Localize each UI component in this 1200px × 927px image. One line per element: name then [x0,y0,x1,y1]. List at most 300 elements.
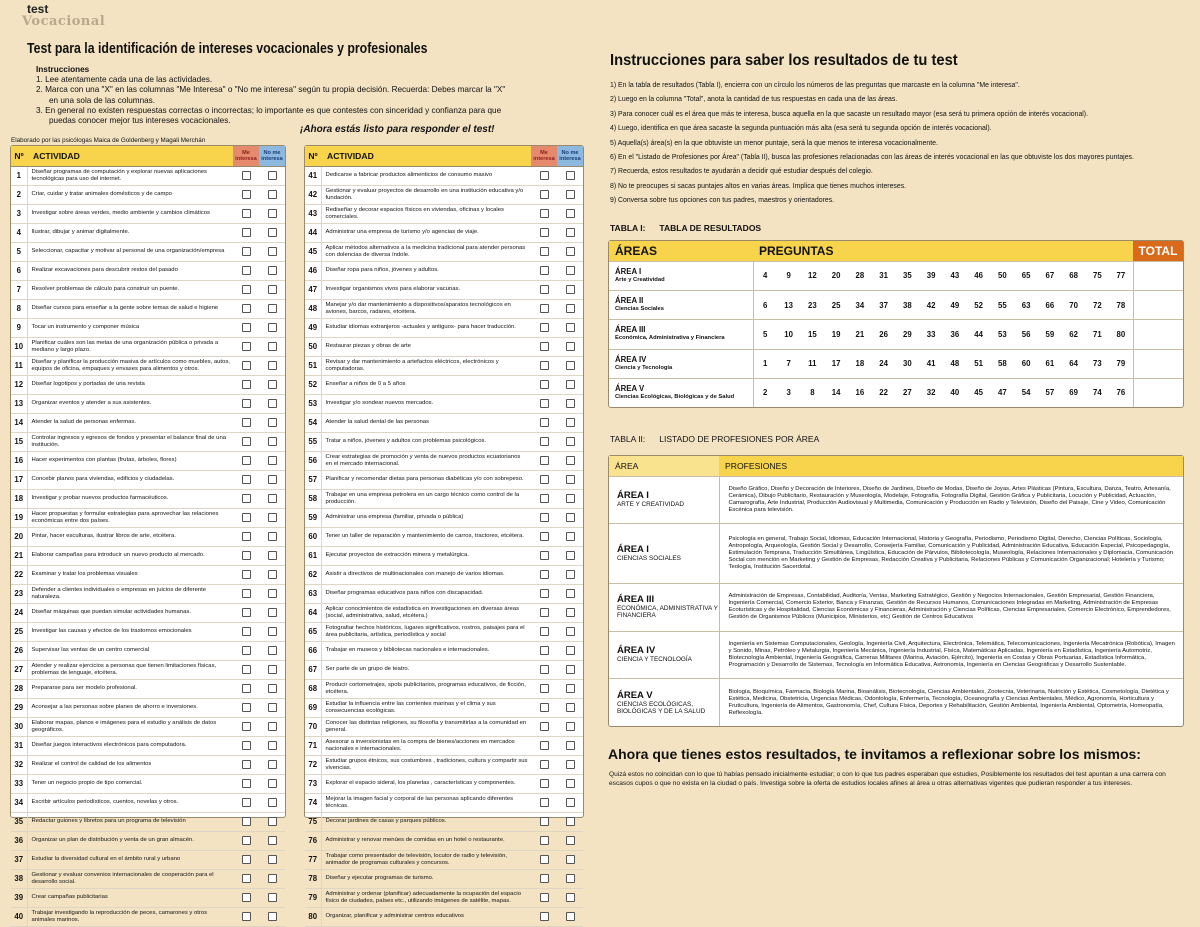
activity-row [305,280,583,299]
no-me-interesa-checkbox[interactable] [268,760,277,769]
activity-number: 79 [305,888,321,907]
me-interesa-cell [531,185,557,204]
no-me-interesa-checkbox[interactable] [268,285,277,294]
activity-row [11,831,285,850]
me-interesa-cell [233,489,259,508]
reflect-title: Ahora que tienes estos resultados, te invitamos a reflexionar sobre los mismos: [608,746,1141,762]
no-me-interesa-checkbox[interactable] [566,266,575,275]
activity-number: 62 [305,565,321,584]
me-interesa-cell [233,622,259,641]
profession-row [609,631,1183,679]
no-me-interesa-checkbox[interactable] [566,304,575,313]
question-number: 5 [753,320,777,349]
me-interesa-cell [531,394,557,413]
me-interesa-checkbox[interactable] [242,342,251,351]
me-interesa-cell [531,774,557,793]
me-interesa-checkbox[interactable] [242,665,251,674]
question-number: 6 [753,290,777,319]
me-interesa-checkbox[interactable] [242,437,251,446]
me-interesa-checkbox[interactable] [242,228,251,237]
me-interesa-checkbox[interactable] [242,456,251,465]
me-interesa-checkbox[interactable] [242,285,251,294]
no-me-interesa-checkbox[interactable] [268,475,277,484]
me-interesa-cell [531,413,557,432]
me-interesa-checkbox[interactable] [540,342,549,351]
activity-number: 77 [305,850,321,869]
no-me-interesa-checkbox[interactable] [268,855,277,864]
me-interesa-checkbox[interactable] [540,722,549,731]
me-interesa-cell [531,907,557,926]
no-me-interesa-checkbox[interactable] [566,380,575,389]
no-me-interesa-checkbox[interactable] [268,456,277,465]
activity-row [11,546,285,565]
activity-number: 75 [305,812,321,831]
question-number: 61 [1038,349,1062,378]
me-interesa-cell [233,318,259,337]
question-number: 73 [1086,349,1110,378]
me-interesa-cell [233,641,259,660]
no-me-interesa-checkbox[interactable] [268,893,277,902]
no-me-interesa-checkbox[interactable] [268,665,277,674]
me-interesa-checkbox[interactable] [540,190,549,199]
activity-number: 51 [305,356,321,375]
question-number: 78 [1109,290,1133,319]
question-number: 57 [1038,378,1062,407]
no-me-interesa-checkbox[interactable] [566,456,575,465]
no-me-interesa-checkbox[interactable] [566,570,575,579]
me-interesa-checkbox[interactable] [540,475,549,484]
me-interesa-checkbox[interactable] [242,912,251,921]
total-cell[interactable] [1133,261,1183,290]
me-interesa-cell [531,698,557,717]
no-me-interesa-checkbox[interactable] [268,266,277,275]
activity-row [11,451,285,470]
me-interesa-checkbox[interactable] [242,779,251,788]
activity-text: Defender a clientes individuales o empresas en juicios de diferente naturaleza. [27,584,233,603]
activity-text: Planificar y recomendar dietas para personas diabéticas y/o con sobrepeso. [321,470,531,489]
me-interesa-checkbox[interactable] [242,361,251,370]
no-me-interesa-checkbox[interactable] [566,836,575,845]
me-interesa-checkbox[interactable] [540,551,549,560]
me-interesa-checkbox[interactable] [540,779,549,788]
no-me-interesa-cell [259,166,285,185]
activity-number: 3 [11,204,27,223]
no-me-interesa-cell [557,451,583,470]
me-interesa-checkbox[interactable] [242,570,251,579]
me-interesa-cell [531,831,557,850]
me-interesa-checkbox[interactable] [242,836,251,845]
me-interesa-checkbox[interactable] [242,741,251,750]
me-interesa-checkbox[interactable] [540,399,549,408]
no-me-interesa-checkbox[interactable] [566,703,575,712]
no-me-interesa-checkbox[interactable] [566,551,575,560]
activity-text: Estudiar la diversidad cultural en el ámbito rural y urbano [27,850,233,869]
no-me-interesa-cell [259,413,285,432]
no-me-interesa-checkbox[interactable] [268,836,277,845]
no-me-interesa-cell [557,280,583,299]
no-me-interesa-checkbox[interactable] [268,817,277,826]
me-interesa-cell [233,204,259,223]
me-interesa-checkbox[interactable] [242,893,251,902]
me-interesa-cell [531,527,557,546]
area-cell [609,320,753,349]
activity-number: 21 [11,546,27,565]
activity-number: 57 [305,470,321,489]
header-activity-label: ACTIVIDAD [33,150,80,161]
me-interesa-checkbox[interactable] [540,703,549,712]
me-interesa-checkbox[interactable] [242,171,251,180]
logo-line2: Vocacional [22,14,106,29]
no-me-interesa-cell [259,584,285,603]
activity-text: Revisar y dar mantenimiento a artefactos eléctricos, electrónicos y computadoras. [321,356,531,375]
question-number: 44 [967,320,991,349]
no-me-interesa-checkbox[interactable] [566,779,575,788]
results-step: 9) Conversa sobre tus opciones con tus padres, maestros y orientadores. [610,197,835,205]
me-interesa-checkbox[interactable] [540,456,549,465]
me-interesa-cell [233,508,259,527]
me-interesa-checkbox[interactable] [540,532,549,541]
question-number: 36 [943,320,967,349]
me-interesa-checkbox[interactable] [540,646,549,655]
no-me-interesa-checkbox[interactable] [268,589,277,598]
question-number: 66 [1038,290,1062,319]
no-me-interesa-cell [259,470,285,489]
me-interesa-checkbox[interactable] [540,171,549,180]
no-me-interesa-checkbox[interactable] [566,893,575,902]
professions-list: Administración de Empresas, Contabilidad, Auditoría, Ventas, Marketing Estratégico, Gestión y Negocios Internacionales, Gestión Empresarial, Gestión Financiera, Ingeniería Comercial, Comercio Exterior, Banca y Finanzas, Gestión de Recursos Humanos, Comunicaciones Integradas en Marketing, Administración de Empresas Ecoturísticas y de Hospitalidad, Ciencias Económicas y Financieras, Administración y Ciencias Políticas, Ciencias Empresariales, Comercio Electrónico, Emprendedores, Gestión de Organismos Públicos (Municipios, Ministerios, etc) Gestión de Centros Educativos [719,583,1183,631]
me-interesa-checkbox[interactable] [242,551,251,560]
me-interesa-checkbox[interactable] [540,513,549,522]
me-interesa-checkbox[interactable] [242,760,251,769]
me-interesa-checkbox[interactable] [540,836,549,845]
no-me-interesa-checkbox[interactable] [268,209,277,218]
no-me-interesa-checkbox[interactable] [268,532,277,541]
activity-list-right [305,166,583,926]
me-interesa-cell [531,660,557,679]
question-number: 10 [777,320,801,349]
me-interesa-checkbox[interactable] [540,437,549,446]
area-cell [609,476,719,524]
me-interesa-cell [233,223,259,242]
me-interesa-checkbox[interactable] [540,323,549,332]
no-me-interesa-checkbox[interactable] [268,874,277,883]
me-interesa-checkbox[interactable] [540,893,549,902]
me-interesa-checkbox[interactable] [540,665,549,674]
no-me-interesa-checkbox[interactable] [268,228,277,237]
activity-number: 43 [305,204,321,223]
header-area: ÁREA [609,456,719,476]
no-me-interesa-cell [259,356,285,375]
no-me-interesa-checkbox[interactable] [268,171,277,180]
no-me-interesa-checkbox[interactable] [268,323,277,332]
no-me-interesa-checkbox[interactable] [268,779,277,788]
no-me-interesa-checkbox[interactable] [268,380,277,389]
total-cell[interactable] [1133,320,1183,349]
no-me-interesa-checkbox[interactable] [566,513,575,522]
me-interesa-checkbox[interactable] [540,266,549,275]
me-interesa-cell [233,356,259,375]
area-subtitle: ARTE Y CREATIVIDAD [617,501,685,509]
total-cell[interactable] [1133,349,1183,378]
no-me-interesa-checkbox[interactable] [268,342,277,351]
activity-text: Tocar un instrumento y componer música [27,318,233,337]
me-interesa-checkbox[interactable] [242,380,251,389]
no-me-interesa-checkbox[interactable] [566,323,575,332]
me-interesa-checkbox[interactable] [242,247,251,256]
activity-text: Realizar el control de calidad de los alimentos [27,755,233,774]
area-cell [609,631,719,679]
me-interesa-checkbox[interactable] [540,741,549,750]
no-me-interesa-cell [259,337,285,356]
activity-number: 55 [305,432,321,451]
me-interesa-checkbox[interactable] [540,304,549,313]
no-me-interesa-checkbox[interactable] [268,513,277,522]
me-interesa-checkbox[interactable] [242,532,251,541]
activity-row [11,869,285,888]
no-me-interesa-checkbox[interactable] [566,722,575,731]
question-number: 63 [1014,290,1038,319]
me-interesa-checkbox[interactable] [242,855,251,864]
no-me-interesa-checkbox[interactable] [268,437,277,446]
total-cell[interactable] [1133,378,1183,407]
no-me-interesa-checkbox[interactable] [268,418,277,427]
activity-row [305,888,583,907]
me-interesa-checkbox[interactable] [242,190,251,199]
no-me-interesa-cell [557,888,583,907]
me-interesa-checkbox[interactable] [540,418,549,427]
no-me-interesa-checkbox[interactable] [268,703,277,712]
no-me-interesa-checkbox[interactable] [268,608,277,617]
activity-number: 36 [11,831,27,850]
me-interesa-checkbox[interactable] [540,361,549,370]
activity-number: 5 [11,242,27,261]
activity-row [305,261,583,280]
me-interesa-cell [531,204,557,223]
no-me-interesa-checkbox[interactable] [268,247,277,256]
table1-title: TABLA DE RESULTADOS [659,223,762,233]
me-interesa-checkbox[interactable] [242,266,251,275]
no-me-interesa-checkbox[interactable] [566,855,575,864]
me-interesa-checkbox[interactable] [242,589,251,598]
me-interesa-checkbox[interactable] [242,627,251,636]
question-number: 12 [801,261,825,290]
activity-row [305,185,583,204]
me-interesa-checkbox[interactable] [242,304,251,313]
no-me-interesa-checkbox[interactable] [566,475,575,484]
activity-number: 66 [305,641,321,660]
no-me-interesa-checkbox[interactable] [566,361,575,370]
me-interesa-checkbox[interactable] [242,513,251,522]
me-interesa-checkbox[interactable] [242,817,251,826]
no-me-interesa-checkbox[interactable] [268,361,277,370]
me-interesa-checkbox[interactable] [540,228,549,237]
me-interesa-checkbox[interactable] [540,817,549,826]
activity-row [11,489,285,508]
results-row [609,320,1183,349]
activity-text: Ser parte de un grupo de teatro. [321,660,531,679]
me-interesa-checkbox[interactable] [242,399,251,408]
no-me-interesa-checkbox[interactable] [566,684,575,693]
area-name: ÁREA I [617,490,649,502]
me-interesa-checkbox[interactable] [242,703,251,712]
no-me-interesa-checkbox[interactable] [268,741,277,750]
activity-text: Examinar y tratar los problemas visuales [27,565,233,584]
no-me-interesa-checkbox[interactable] [566,532,575,541]
me-interesa-checkbox[interactable] [540,247,549,256]
activity-text: Concebir planos para viviendas, edificios y ciudadelas. [27,470,233,489]
area-name: ÁREA V [617,689,653,701]
me-interesa-checkbox[interactable] [540,570,549,579]
no-me-interesa-checkbox[interactable] [268,684,277,693]
no-me-interesa-cell [557,679,583,698]
no-me-interesa-checkbox[interactable] [566,209,575,218]
me-interesa-cell [233,527,259,546]
activity-text: Dedicarse a fabricar productos alimenticios de consumo masivo [321,166,531,185]
no-me-interesa-cell [557,527,583,546]
activity-text: Crear campañas publicitarias [27,888,233,907]
no-me-interesa-checkbox[interactable] [566,646,575,655]
reflect-body: Quizá estos no coincidan con lo que tú habías pensado inicialmente estudiar; o con lo que tus padres esperaban que estudies, Posiblemente los resultados del test apuntan a una carrera con escasos cupos o que no exista en la ciudad o país. Investiga sobre la oferta de estudios locales afines al área u otras alternativas vigentes que pudieran responder a tus intereses. [609,771,1166,787]
no-me-interesa-checkbox[interactable] [268,551,277,560]
no-me-interesa-checkbox[interactable] [566,285,575,294]
no-me-interesa-cell [259,774,285,793]
me-interesa-checkbox[interactable] [242,684,251,693]
me-interesa-checkbox[interactable] [540,589,549,598]
no-me-interesa-checkbox[interactable] [566,342,575,351]
no-me-interesa-checkbox[interactable] [268,570,277,579]
question-number: 35 [896,261,920,290]
me-interesa-checkbox[interactable] [242,608,251,617]
no-me-interesa-checkbox[interactable] [268,190,277,199]
question-number: 64 [1062,349,1086,378]
me-interesa-checkbox[interactable] [540,608,549,617]
me-interesa-checkbox[interactable] [540,494,549,503]
me-interesa-checkbox[interactable] [540,855,549,864]
no-me-interesa-checkbox[interactable] [566,665,575,674]
activity-number: 44 [305,223,321,242]
no-me-interesa-checkbox[interactable] [566,190,575,199]
activity-row [11,185,285,204]
no-me-interesa-checkbox[interactable] [566,798,575,807]
me-interesa-checkbox[interactable] [540,285,549,294]
no-me-interesa-cell [259,261,285,280]
question-number: 72 [1086,290,1110,319]
table2-label [610,434,819,444]
me-interesa-cell [233,242,259,261]
me-interesa-cell [233,546,259,565]
question-number: 39 [919,261,943,290]
question-number: 60 [1014,349,1038,378]
no-me-interesa-checkbox[interactable] [566,760,575,769]
me-interesa-cell [233,185,259,204]
activity-row [305,850,583,869]
activity-text: Supervisar las ventas de un centro comercial [27,641,233,660]
activity-row [11,299,285,318]
question-number: 14 [824,378,848,407]
no-me-interesa-checkbox[interactable] [268,912,277,921]
question-number: 9 [777,261,801,290]
activity-row [305,508,583,527]
no-me-interesa-checkbox[interactable] [566,418,575,427]
activity-text: Aplicar métodos alternativos a la medicina tradicional para atender personas con dolencias de diversa índole. [321,242,531,261]
activity-number: 37 [11,850,27,869]
no-me-interesa-checkbox[interactable] [268,798,277,807]
activity-text: Tener un negocio propio de tipo comercial. [27,774,233,793]
me-interesa-cell [531,242,557,261]
results-step: 6) En el "Listado de Profesiones por Área" (Tabla II), busca las profesiones relacionadas con las áreas de interés vocacional en las que obtuviste los dos mayores puntajes. [610,153,1134,161]
activity-text: Atender la salud dental de las personas [321,413,531,432]
no-me-interesa-checkbox[interactable] [566,741,575,750]
no-me-interesa-checkbox[interactable] [566,627,575,636]
no-me-interesa-checkbox[interactable] [566,608,575,617]
no-me-interesa-checkbox[interactable] [566,912,575,921]
me-interesa-checkbox[interactable] [242,646,251,655]
no-me-interesa-checkbox[interactable] [268,399,277,408]
me-interesa-checkbox[interactable] [540,874,549,883]
no-me-interesa-checkbox[interactable] [566,437,575,446]
no-me-interesa-checkbox[interactable] [566,247,575,256]
me-interesa-checkbox[interactable] [242,722,251,731]
me-interesa-checkbox[interactable] [540,798,549,807]
total-cell[interactable] [1133,290,1183,319]
me-interesa-cell [233,717,259,736]
me-interesa-checkbox[interactable] [242,494,251,503]
no-me-interesa-checkbox[interactable] [566,589,575,598]
no-me-interesa-cell [557,641,583,660]
me-interesa-checkbox[interactable] [242,209,251,218]
no-me-interesa-cell [557,698,583,717]
no-me-interesa-checkbox[interactable] [268,304,277,313]
no-me-interesa-checkbox[interactable] [268,494,277,503]
me-interesa-cell [233,394,259,413]
me-interesa-checkbox[interactable] [540,380,549,389]
area-subtitle: Ciencia y Tecnología [615,364,673,371]
no-me-interesa-checkbox[interactable] [566,494,575,503]
no-me-interesa-checkbox[interactable] [566,874,575,883]
activity-row [11,223,285,242]
no-me-interesa-cell [259,888,285,907]
question-number: 25 [824,290,848,319]
me-interesa-cell [233,698,259,717]
me-interesa-checkbox[interactable] [540,684,549,693]
me-interesa-checkbox[interactable] [242,798,251,807]
no-me-interesa-checkbox[interactable] [566,228,575,237]
no-me-interesa-checkbox[interactable] [268,722,277,731]
me-interesa-checkbox[interactable] [540,627,549,636]
no-me-interesa-checkbox[interactable] [566,399,575,408]
me-interesa-checkbox[interactable] [540,760,549,769]
activity-list-left [11,166,285,926]
no-me-interesa-checkbox[interactable] [566,817,575,826]
no-me-interesa-cell [259,375,285,394]
no-me-interesa-cell [557,223,583,242]
activity-row [305,356,583,375]
me-interesa-checkbox[interactable] [242,418,251,427]
me-interesa-checkbox[interactable] [242,475,251,484]
no-me-interesa-checkbox[interactable] [566,171,575,180]
activity-row [305,736,583,755]
no-me-interesa-checkbox[interactable] [268,627,277,636]
no-me-interesa-cell [259,546,285,565]
me-interesa-checkbox[interactable] [242,874,251,883]
me-interesa-checkbox[interactable] [540,209,549,218]
area-cell [609,349,753,378]
no-me-interesa-checkbox[interactable] [268,646,277,655]
me-interesa-checkbox[interactable] [242,323,251,332]
me-interesa-checkbox[interactable] [540,912,549,921]
activity-number: 29 [11,698,27,717]
no-me-interesa-cell [557,299,583,318]
